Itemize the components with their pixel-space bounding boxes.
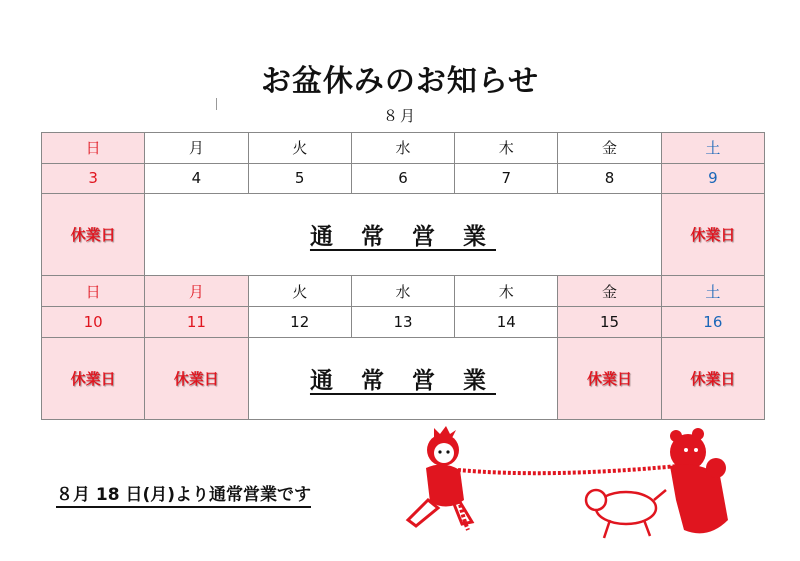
date-3: 3 <box>42 163 145 194</box>
date-13: 13 <box>351 307 454 338</box>
date-4: 4 <box>145 163 248 194</box>
status-closed-3: 休業日 <box>42 194 145 276</box>
holiday-calendar <box>41 132 765 420</box>
day-label-wed: 水 <box>351 133 454 164</box>
day-label-sun: 日 <box>42 276 145 307</box>
day-label-sat: 土 <box>661 276 764 307</box>
date-5: 5 <box>248 163 351 194</box>
week1-status-row <box>42 194 765 276</box>
normal-business-label: 通 常 営 業 <box>309 367 496 394</box>
text-cursor-mark <box>216 98 217 110</box>
month-label: ８月 <box>382 107 417 125</box>
day-label-fri: 金 <box>558 276 661 307</box>
week2-day-row <box>42 276 765 307</box>
day-label-sat: 土 <box>661 133 764 164</box>
normal-business-label: 通 常 営 業 <box>309 224 496 251</box>
week1-date-row <box>42 163 765 194</box>
status-closed-11: 休業日 <box>145 337 248 419</box>
week2-status-row <box>42 337 765 419</box>
status-open-week2 <box>248 337 558 419</box>
date-9: 9 <box>661 163 764 194</box>
resume-notice: ８月 18 日(月)より通常営業です <box>56 480 311 508</box>
date-12: 12 <box>248 307 351 338</box>
status-closed-16: 休業日 <box>661 337 764 419</box>
day-label-mon: 月 <box>145 133 248 164</box>
day-label-thu: 木 <box>455 133 558 164</box>
day-label-thu: 木 <box>455 276 558 307</box>
date-8: 8 <box>558 163 661 194</box>
date-16: 16 <box>661 307 764 338</box>
date-10: 10 <box>42 307 145 338</box>
status-open-week1 <box>145 194 661 276</box>
date-6: 6 <box>351 163 454 194</box>
day-label-tue: 火 <box>248 276 351 307</box>
week1-day-row <box>42 133 765 164</box>
tug-of-war-icon <box>398 420 778 560</box>
day-label-sun: 日 <box>42 133 145 164</box>
small-animal-figure <box>586 490 666 538</box>
date-15: 15 <box>558 307 661 338</box>
status-closed-15: 休業日 <box>558 337 661 419</box>
date-14: 14 <box>455 307 558 338</box>
date-7: 7 <box>455 163 558 194</box>
day-label-tue: 火 <box>248 133 351 164</box>
week2-date-row <box>42 307 765 338</box>
day-label-mon: 月 <box>145 276 248 307</box>
status-closed-10: 休業日 <box>42 337 145 419</box>
bear-figure <box>670 428 728 533</box>
day-label-wed: 水 <box>351 276 454 307</box>
date-11: 11 <box>145 307 248 338</box>
day-label-fri: 金 <box>558 133 661 164</box>
page-title: お盆休みのお知らせ <box>260 64 540 99</box>
status-closed-9: 休業日 <box>661 194 764 276</box>
